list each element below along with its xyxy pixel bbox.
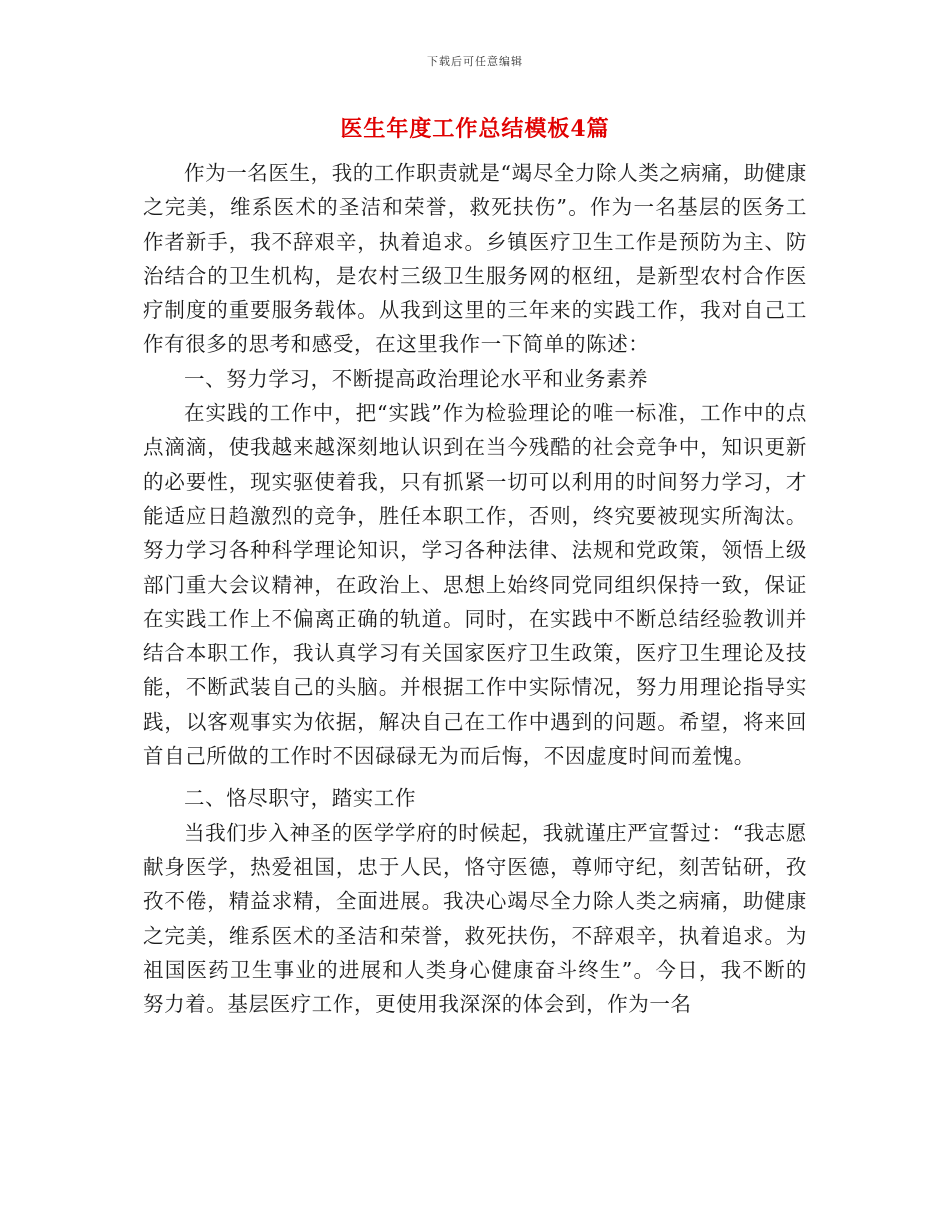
paragraph-duty: 当我们步入神圣的医学学府的时候起，我就谨庄严宣誓过：“我志愿献身医学，热爱祖国，忠于人民，恪守医德，尊师守纪，刻苦钻研，孜孜不倦，精益求精，全面进展。我决心竭尽全力除人类之病痛，助健康之完美，维系医术的圣洁和荣誉，救死扶伤，不辞艰辛，执着追求。为祖国医药卫生事业的进展和人类身心健康奋斗终生”。今日，我不断的努力着。基层医疗工作，更使用我深深的体会到，作为一名 — [143, 820, 807, 1017]
document-body — [143, 156, 807, 1021]
page-title: 医生年度工作总结模板4篇 — [340, 116, 610, 142]
section-heading-1: 一、努力学习，不断提高政治理论水平和业务素养 — [184, 366, 649, 391]
paragraph-study: 在实践的工作中，把“实践”作为检验理论的唯一标准，工作中的点点滴滴，使我越来越深刻地认识到在当今残酷的社会竞争中，知识更新的必要性，现实驱使着我，只有抓紧一切可以利用的时间努力学习，才能适应日趋激烈的竞争，胜任本职工作，否则，终究要被现实所淘汰。努力学习各种科学理论知识，学习各种法律、法规和党政策，领悟上级部门重大会议精神，在政治上、思想上始终同党同组织保持一致，保证在实践工作上不偏离正确的轨道。同时，在实践中不断总结经验教训并结合本职工作，我认真学习有关国家医疗卫生政策，医疗卫生理论及技能，不断武装自己的头脑。并根据工作中实际情况，努力用理论指导实践，以客观事实为依据，解决自己在工作中遇到的问题。希望，将来回首自己所做的工作时不因碌碌无为而后悔，不因虚度时间而羞愧。 — [143, 401, 807, 769]
paragraph-intro: 作为一名医生，我的工作职责就是“竭尽全力除人类之病痛，助健康之完美，维系医术的圣洁和荣誉，救死扶伤”。作为一名基层的医务工作者新手，我不辞艰辛，执着追求。乡镇医疗卫生工作是预防为主、防治结合的卫生机构，是农村三级卫生服务网的枢纽，是新型农村合作医疗制度的重要服务载体。从我到这里的三年来的实践工作，我对自己工作有很多的思考和感受，在这里我作一下简单的陈述： — [143, 161, 807, 357]
section-heading-2: 二、恪尽职守，踏实工作 — [184, 786, 417, 811]
header-note: 下载后可任意编辑 — [427, 55, 523, 68]
